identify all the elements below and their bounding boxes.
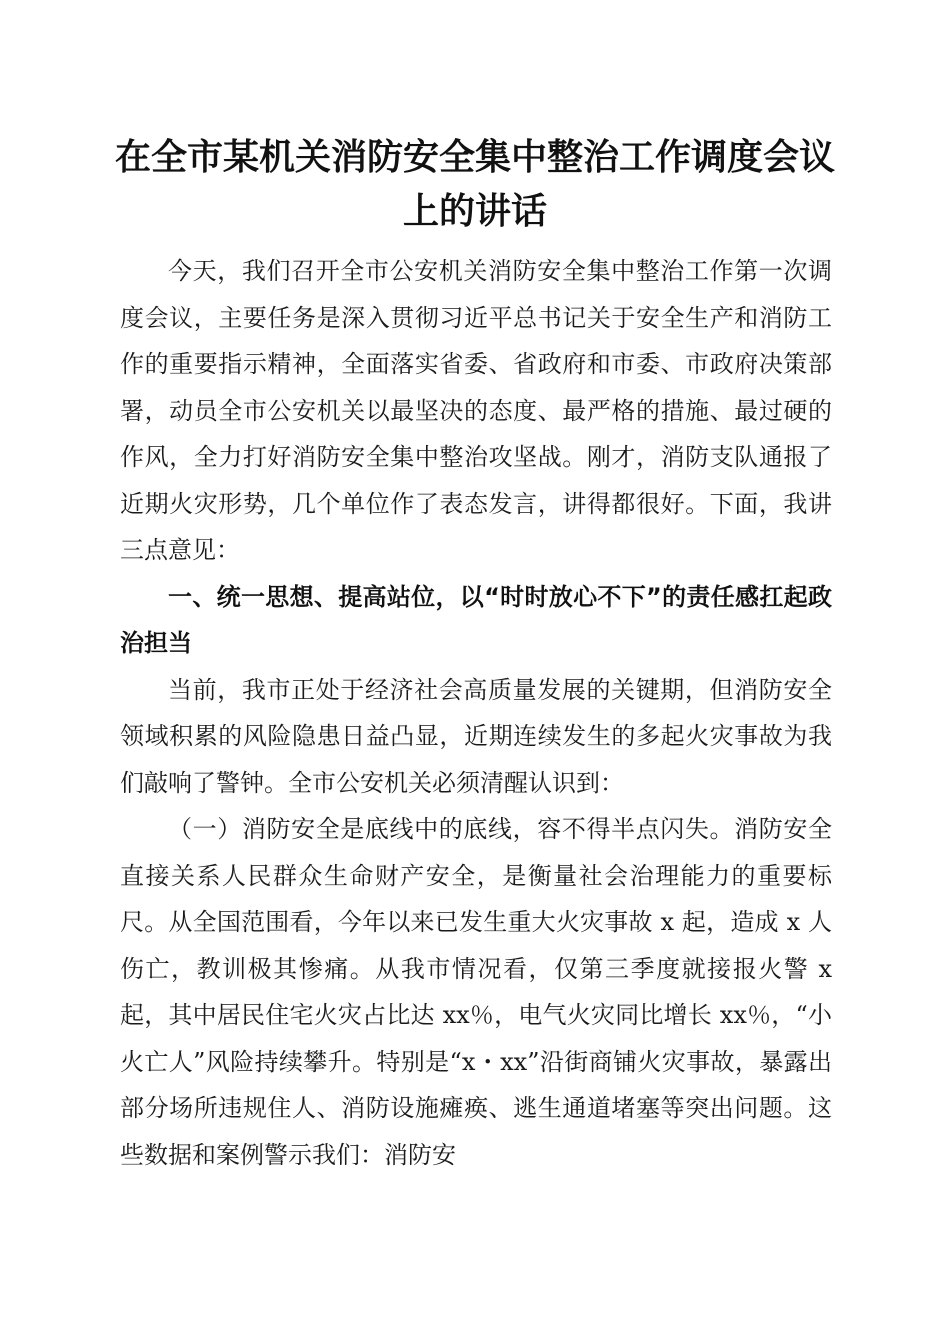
document-title: 在全市某机关消防安全集中整治工作调度会议上的讲话 [114, 136, 835, 232]
section-heading-1: 一、统一思想、提高站位，以“时时放心不下”的责任感扛起政治担当 [120, 582, 832, 657]
section-1-paragraph: 当前，我市正处于经济社会高质量发展的关键期，但消防安全领域积累的风险隐患日益凸显，近期连续发生的多起火灾事故为我们敲响了警钟。全市公安机关必须清醒认识到： [120, 675, 832, 797]
intro-paragraph: 今天，我们召开全市公安机关消防安全集中整治工作第一次调度会议，主要任务是深入贯彻习近平总书记关于安全生产和消防工作的重要指示精神，全面落实省委、省政府和市委、市政府决策部署，动员全市公安机关以最坚决的态度、最严格的措施、最过硬的作风，全力打好消防安全集中整治攻坚战。刚才，消防支队通报了近期火灾形势，几个单位作了表态发言，讲得都很好。下面，我讲三点意见： [120, 257, 832, 564]
document-body [120, 248, 832, 1178]
subsection-1-paragraph: （一）消防安全是底线中的底线，容不得半点闪失。消防安全直接关系人民群众生命财产安全，是衡量社会治理能力的重要标尺。从全国范围看，今年以来已发生重大火灾事故 x 起，造成 x 人伤亡，教训极其惨痛。从我市情况看，仅第三季度就接报火警 x 起，其中居民住宅火灾占比达 xx％，电气火灾同比增长 xx％，“小火亡人”风险持续攀升。特别是“x・xx”沿街商铺火灾事故，暴露出部分场所违规住人、消防设施瘫痪、逃生通道堵塞等突出问题。这些数据和案例警示我们：消防安 [120, 815, 832, 1169]
